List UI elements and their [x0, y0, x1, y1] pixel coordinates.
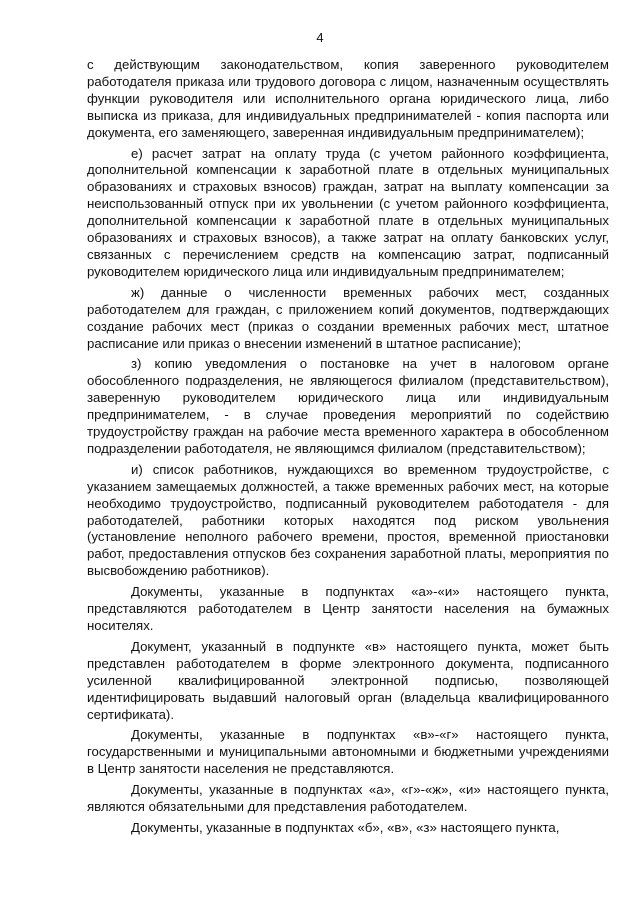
- paragraph-mandatory-documents: Документы, указанные в подпунктах «а», «г»-«ж», «и» настоящего пункта, являются обязательными для представления работодателем.: [87, 782, 609, 815]
- page-number: 4: [316, 30, 324, 45]
- paragraph-final-partial: Документы, указанные в подпунктах «б», «в», «з» настоящего пункта,: [131, 819, 560, 835]
- paragraph-item-i: и) список работников, нуждающихся во временном трудоустройстве, с указанием замещаемых должностей, а также временных рабочих мест, на которые необходимо трудоустройство, подписанный руководителем работодателя - для работодателей, работники которых находятся под риском увольнения (установление неполного рабочего времени, простоя, временной приостановки работ, предоставления отпусков без сохранения заработной платы, мероприятия по высвобождению работников).: [87, 461, 609, 579]
- paragraph-item-zh: ж) данные о численности временных рабочих мест, созданных работодателем для граждан, с приложением копий документов, подтверждающих создание рабочих мест (приказ о создании временных рабочих мест, штатное расписание или приказ о внесении изменений в штатное расписание);: [87, 284, 609, 351]
- document-body: [87, 57, 609, 841]
- paragraph-paper-submission: Документы, указанные в подпунктах «а»-«и» настоящего пункта, представляются работодателем в Центр занятости населения на бумажных носителях.: [87, 584, 609, 633]
- paragraph-continuation: с действующим законодательством, копия заверенного руководителем работодателя приказа или трудового договора с лицом, назначенным осуществлять функции руководителя или исполнительного органа юридического лица, либо выписка из приказа, для индивидуальных предпринимателей - копия паспорта или документа, его заменяющего, заверенная индивидуальным предпринимателем);: [87, 57, 609, 140]
- paragraph-electronic-document: Документ, указанный в подпункте «в» настоящего пункта, может быть представлен работодателем в форме электронного документа, подписанного усиленной квалифицированной электронной подписью, позволяющей идентифицировать выдавший налоговый орган (владельца квалифицированного сертификата).: [87, 638, 609, 722]
- paragraph-item-z: з) копию уведомления о постановке на учет в налоговом органе обособленного подразделения, не являющегося филиалом (представительством), заверенную руководителем юридического лица или индивидуальным предпринимателем, - в случае проведения мероприятий по содействию трудоустройству граждан на рабочие места временного характера в обособленном подразделении работодателя, не являющимся филиалом (представительством);: [87, 356, 609, 456]
- paragraph-state-institutions: Документы, указанные в подпунктах «в»-«г» настоящего пункта, государственными и муниципальными автономными и бюджетными учреждениями в Центр занятости населения не представляются.: [87, 727, 609, 777]
- paragraph-item-e: е) расчет затрат на оплату труда (с учетом районного коэффициента, дополнительной компенсации к заработной плате в отдельных муниципальных образованиях и страховых взносов) граждан, затрат на выплату компенсации за неиспользованный отпуск при их увольнении (с учетом районного коэффициента, дополнительной компенсации к заработной плате в отдельных муниципальных образованиях и страховых взносов), а также затрат на оплату банковских услуг, связанных с перечислением средств на компенсацию затрат, подписанный руководителем юридического лица или индивидуальным предпринимателем;: [87, 145, 609, 279]
